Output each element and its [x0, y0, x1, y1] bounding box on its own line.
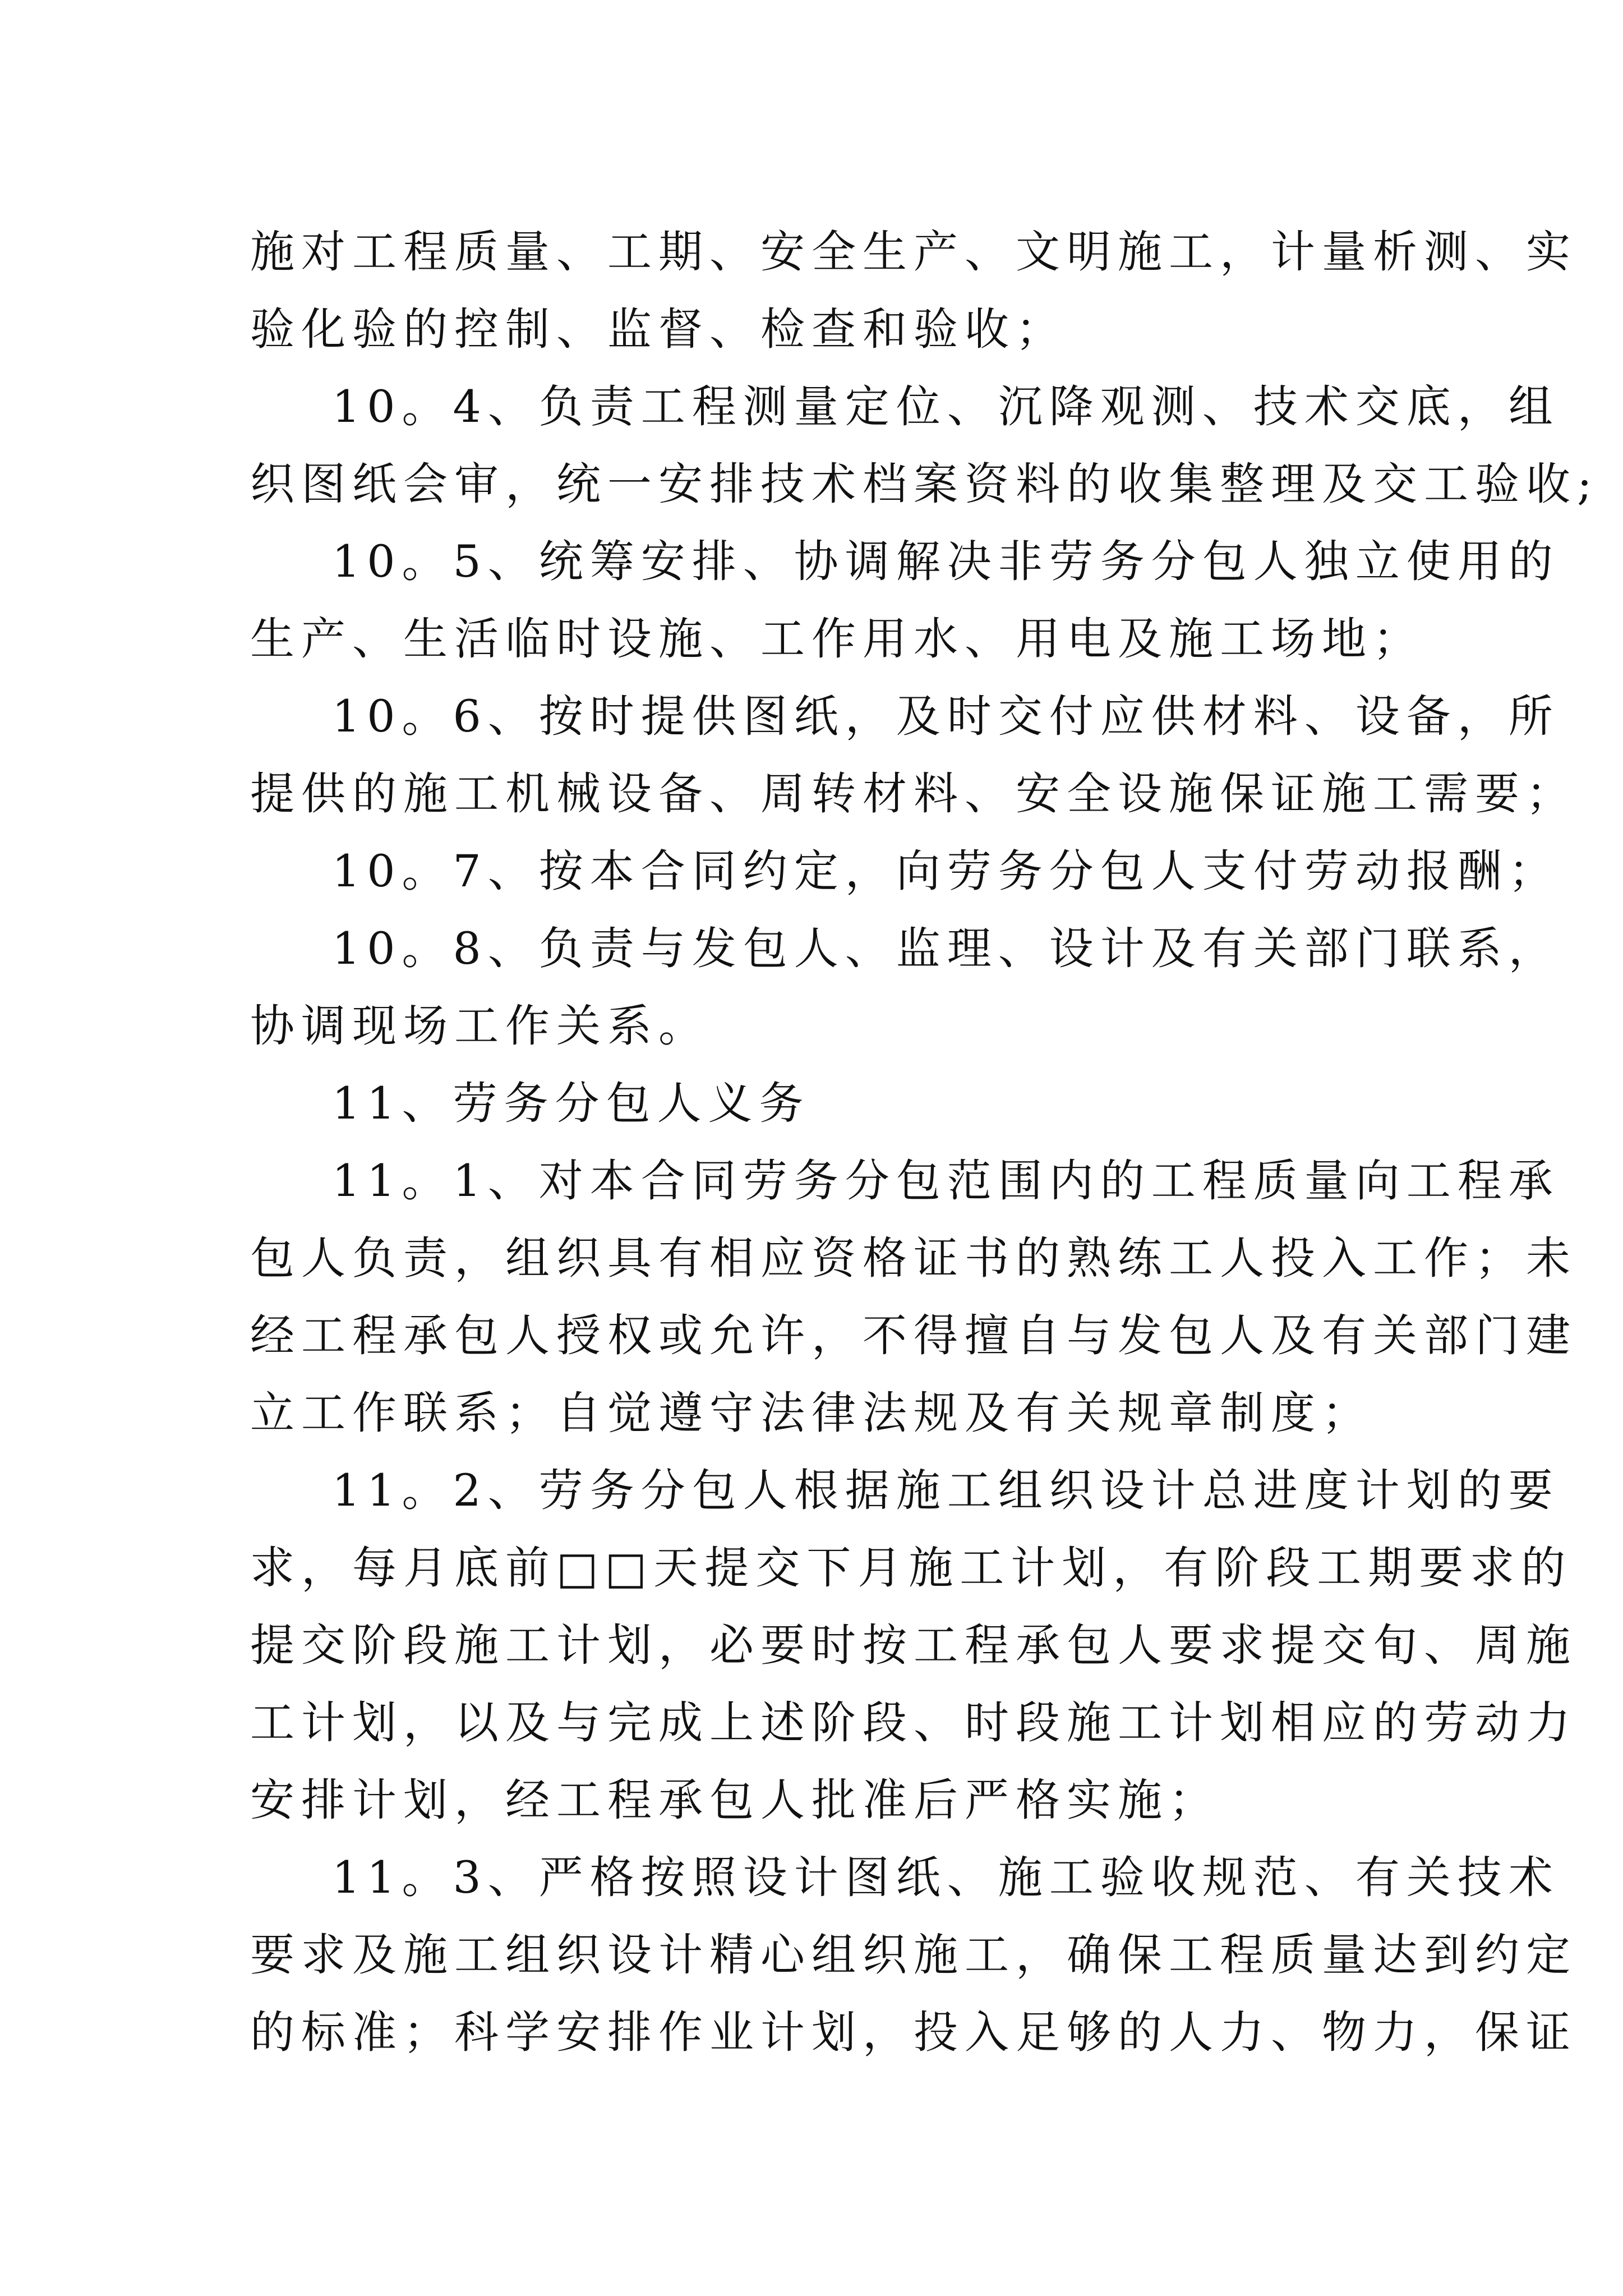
- document-text-line: 协调现场工作关系。: [250, 1000, 709, 1052]
- document-text-line: 11。1、对本合同劳务分包范围内的工程质量向工程承: [332, 1155, 1560, 1207]
- document-text-line: 10。5、统筹安排、协调解决非劳务分包人独立使用的: [332, 536, 1560, 587]
- document-text-line: 10。7、按本合同约定，向劳务分包人支付劳动报酬；: [332, 845, 1560, 897]
- document-text-line: 的标准；科学安排作业计划，投入足够的人力、物力，保证: [250, 2007, 1577, 2058]
- document-text-line: 验化验的控制、监督、检查和验收；: [250, 303, 1067, 355]
- document-text-line: 工计划，以及与完成上述阶段、时段施工计划相应的劳动力: [250, 1697, 1577, 1749]
- document-text-line: 提交阶段施工计划，必要时按工程承包人要求提交旬、周施: [250, 1619, 1577, 1671]
- document-text-line: 立工作联系；自觉遵守法律法规及有关规章制度；: [250, 1387, 1373, 1439]
- document-text-line: 安排计划，经工程承包人批准后严格实施；: [250, 1774, 1220, 1826]
- document-text-line: 11、劳务分包人义务: [332, 1078, 810, 1129]
- document-text-line: 织图纸会审，统一安排技术档案资料的收集整理及交工验收;: [250, 458, 1599, 510]
- document-text-line: 要求及施工组织设计精心组织施工，确保工程质量达到约定: [250, 1929, 1577, 1981]
- document-text-line: 10。4、负责工程测量定位、沉降观测、技术交底，组: [332, 381, 1560, 432]
- document-text-line: 施对工程质量、工期、安全生产、文明施工，计量析测、实: [250, 226, 1577, 278]
- document-text-line: 11。3、严格按照设计图纸、施工验收规范、有关技术: [332, 1852, 1560, 1903]
- document-text-line: 生产、生活临时设施、工作用水、用电及施工场地；: [250, 613, 1424, 665]
- document-text-line: 10。8、负责与发包人、监理、设计及有关部门联系，: [332, 923, 1560, 974]
- document-text-line: 经工程承包人授权或允许，不得擅自与发包人及有关部门建: [250, 1310, 1577, 1361]
- document-body: [250, 213, 1599, 2071]
- document-text-line: 11。2、劳务分包人根据施工组织设计总进度计划的要: [332, 1465, 1560, 1516]
- document-text-line: 包人负责，组织具有相应资格证书的熟练工人投入工作；未: [250, 1232, 1577, 1284]
- document-text-line: 10。6、按时提供图纸，及时交付应供材料、设备，所: [332, 691, 1560, 742]
- document-text-line: 求，每月底前□□天提交下月施工计划，有阶段工期要求的: [250, 1542, 1573, 1594]
- document-text-line: 提供的施工机械设备、周转材料、安全设施保证施工需要；: [250, 768, 1577, 820]
